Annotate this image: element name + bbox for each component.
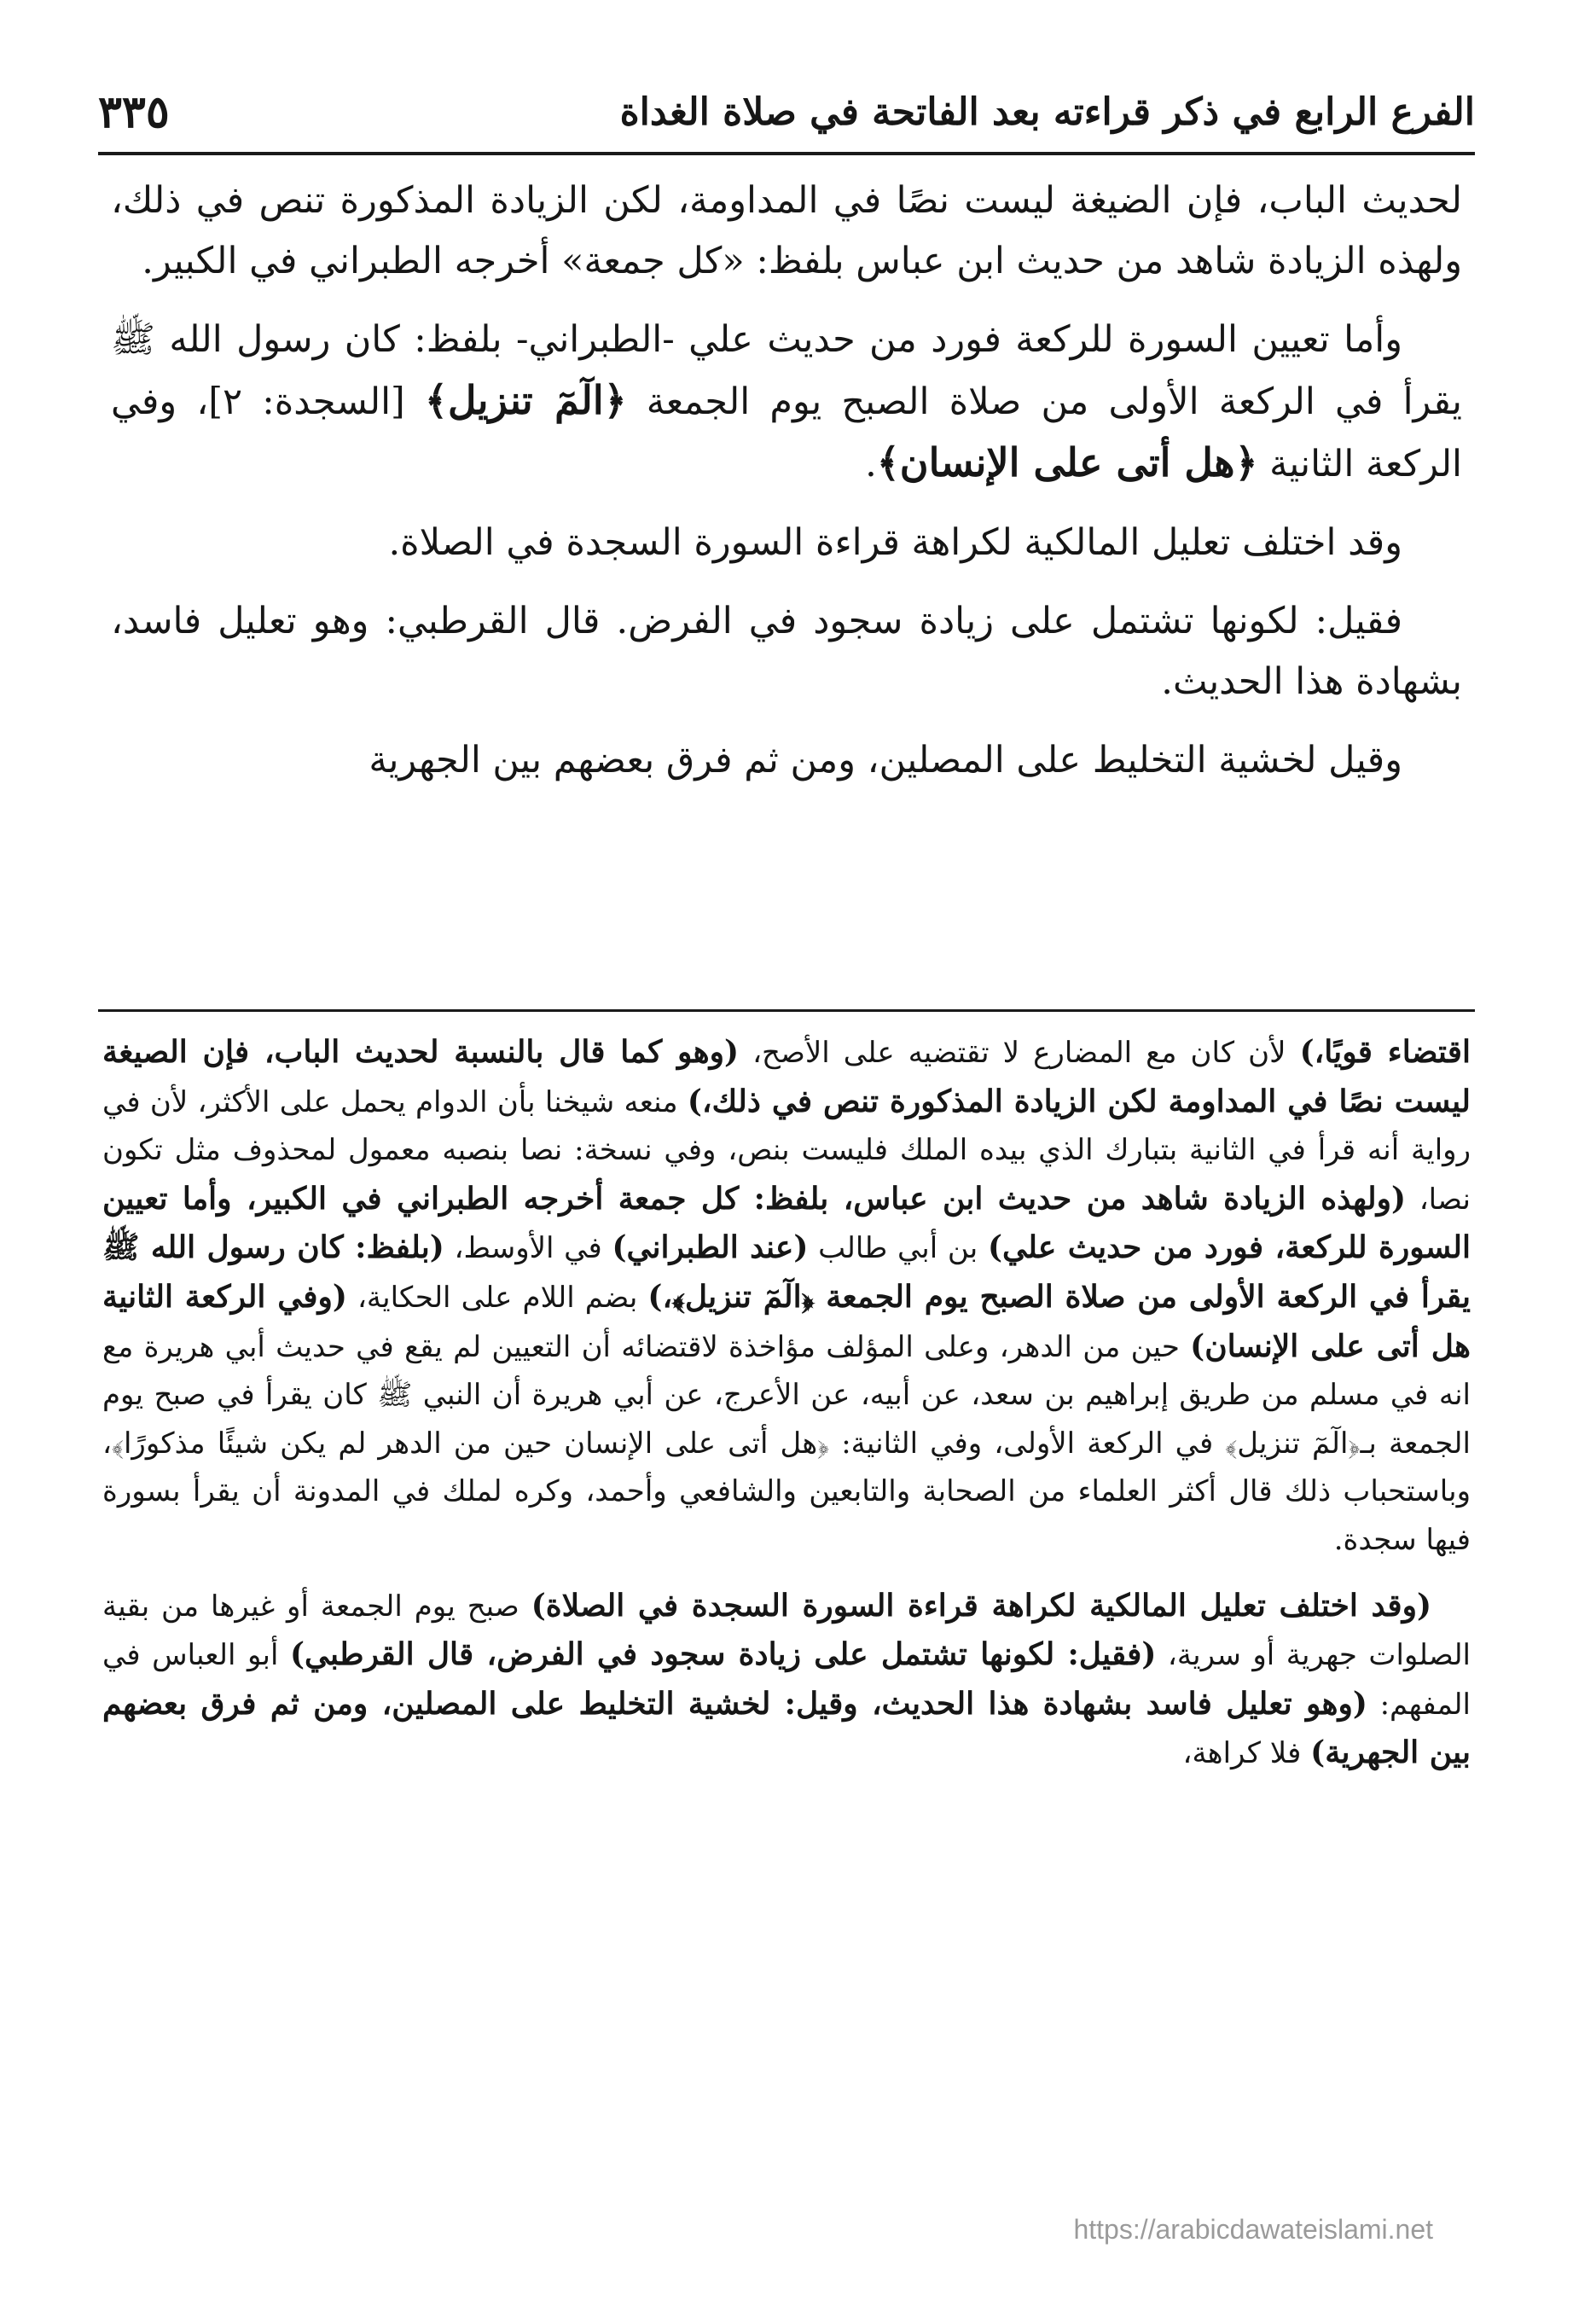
commentary-text-run: منعه شيخنا بأن الدوام يحمل على الأكثر، لأن في رواية أنه قرأ في الثانية بتبارك الذي بيده الملك فليست بنص، وفي نسخة: نصا بنصبه معمول لمحذوف مثل تكون نصا،	[102, 1084, 1471, 1217]
commentary-text-run: فلا كراهة،	[1182, 1736, 1311, 1771]
commentary-quote: (وفي الركعة الثانية هل أتى على الإنسان)	[102, 1278, 1471, 1364]
commentary-quote: (عند الطبراني)	[612, 1229, 809, 1266]
commentary-quote: (بلفظ: كان رسول الله ﷺ يقرأ في الركعة الأولى من صلاة الصبح يوم الجمعة ﴿الٓمٓ تنزيل﴾،)	[102, 1229, 1471, 1315]
matn-paragraph: لحديث الباب، فإن الضيغة ليست نصًا في المداومة، لكن الزيادة المذكورة تنص في ذلك، ولهذه الزيادة شاهد من حديث ابن عباس بلفظ: «كل جمعة» أخرجه الطبراني في الكبير.	[111, 179, 1462, 282]
matn-paragraph: فقيل: لكونها تشتمل على زيادة سجود في الفرض. قال القرطبي: وهو تعليل فاسد، بشهادة هذا الحديث.	[111, 600, 1462, 703]
main-text	[111, 171, 1462, 981]
matn-paragraph: وقيل لخشية التخليط على المصلين، ومن ثم فرق بعضهم بين الجهرية	[369, 739, 1402, 781]
commentary-text-run: أبو العباس في المفهم:	[102, 1638, 1471, 1722]
commentary-text-run: بضم اللام على الحكاية،	[346, 1280, 648, 1315]
running-title: الفرع الرابع في ذكر قراءته بعد الفاتحة في صلاة الغداة	[619, 90, 1475, 134]
commentary-text-run: بن أبي طالب	[808, 1231, 988, 1266]
matn-text: [السجدة: ٢]، وفي الركعة الثانية	[111, 381, 1462, 485]
matn-text: وأما تعيين السورة للركعة فورد من حديث علي -الطبراني- بلفظ: كان رسول الله ﷺ يقرأ في الركعة الأولى من صلاة الصبح يوم الجمعة	[111, 318, 1462, 423]
watermark-url: https://arabicdawateislami.net	[1073, 2214, 1433, 2245]
quran-verse: ﴿الٓمٓ تنزيل﴾	[425, 377, 627, 423]
commentary-quote: (وهو تعليل فاسد بشهادة هذا الحديث، وقيل: لخشية التخليط على المصلين، ومن ثم فرق بعضهم بين الجهرية)	[102, 1685, 1471, 1771]
commentary-quote: (فقيل: لكونها تشتمل على زيادة سجود في الفرض، قال القرطبي)	[290, 1636, 1157, 1673]
page-header	[98, 78, 1475, 145]
commentary-quote: (وقد اختلف تعليل المالكية لكراهة قراءة السورة السجدة في الصلاة)	[531, 1587, 1432, 1624]
page-number: ٣٣٥	[98, 85, 170, 138]
quran-verse: ﴿هل أتى على الإنسان﴾	[876, 439, 1258, 485]
commentary-text-run: لأن كان مع المضارع لا تقتضيه على الأصح،	[739, 1036, 1300, 1070]
matn-paragraph: وقد اختلف تعليل المالكية لكراهة قراءة السورة السجدة في الصلاة.	[388, 521, 1402, 564]
commentary-text	[102, 1028, 1471, 2129]
commentary-text-run: صبح يوم الجمعة أو غيرها من بقية الصلوات جهرية أو سرية،	[102, 1589, 1471, 1673]
commentary-text-run: في الأوسط،	[444, 1231, 612, 1266]
header-divider	[98, 152, 1475, 155]
commentary-paragraph	[102, 1028, 1471, 1565]
matn-text: .	[865, 443, 877, 485]
commentary-quote: اقتضاء قويًا،)	[1299, 1034, 1471, 1070]
commentary-divider	[98, 1009, 1475, 1012]
commentary-paragraph	[102, 1582, 1471, 1778]
commentary-quote: (وهو كما قال بالنسبة لحديث الباب، فإن الصيغة ليست نصًا في المداومة لكن الزيادة المذكورة تنص في ذلك،)	[102, 1034, 1471, 1119]
commentary-quote: (ولهذه الزيادة شاهد من حديث ابن عباس، بلفظ: كل جمعة أخرجه الطبراني في الكبير، وأما تعيين السورة للركعة، فورد من حديث علي)	[102, 1180, 1471, 1266]
matn-paragraph	[111, 310, 1462, 495]
commentary-text-run: حين من الدهر، وعلى المؤلف مؤاخذة لاقتضائه أن التعيين لم يقع في حديث أبي هريرة مع انه في مسلم من طريق إبراهيم بن سعد، عن أبيه، عن الأعرج، عن أبي هريرة أن النبي ﷺ كان يقرأ في صبح يوم الجمعة بـ﴿الٓمٓ تنزيل﴾ في الركعة الأولى، وفي الثانية: ﴿هل أتى على الإنسان حين من الدهر لم يكن شيئًا مذكورًا﴾، وباستحباب ذلك قال أكثر العلماء من الصحابة والتابعين والشافعي وأحمد، وكره لملك في المدونة أن يقرأ بسورة فيها سجدة.	[102, 1329, 1471, 1557]
